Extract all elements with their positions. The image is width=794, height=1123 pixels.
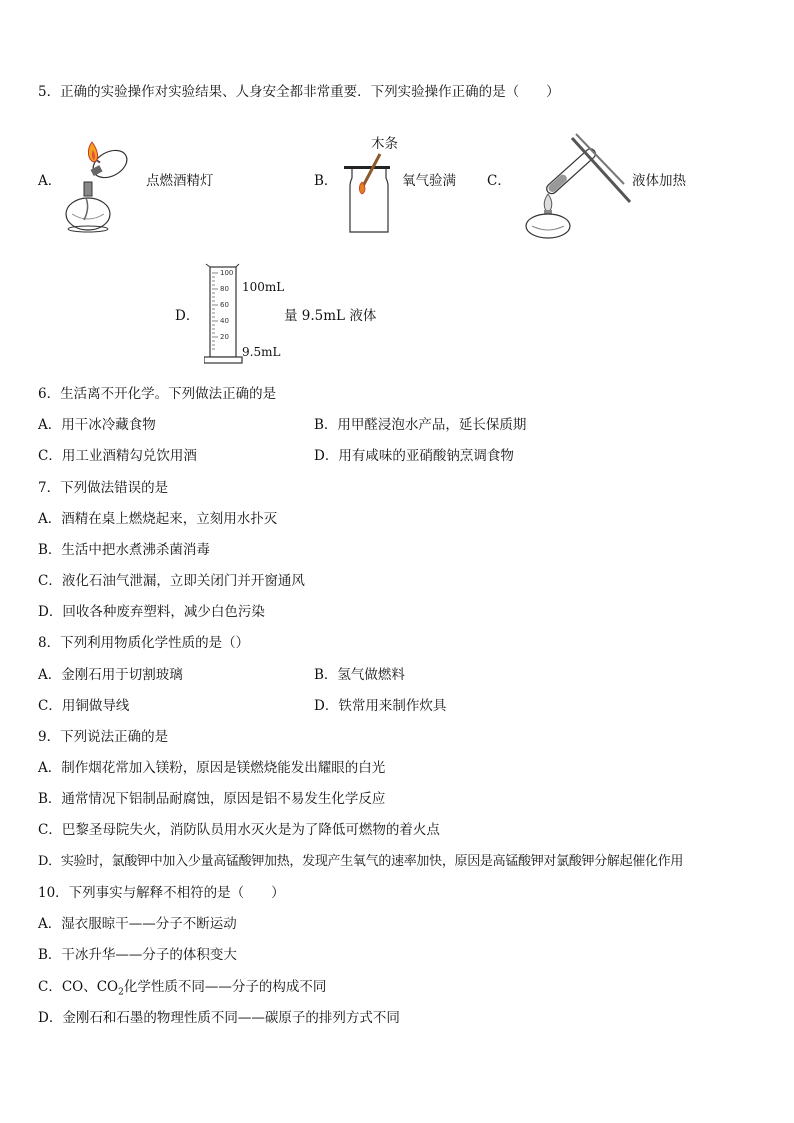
q8-option-c: C．用铜做导线 — [38, 698, 130, 714]
q6-option-d: D．用有咸味的亚硝酸钠烹调食物 — [314, 448, 514, 464]
question-5-stem: 5．正确的实验操作对实验结果、人身安全都非常重要．下列实验操作正确的是（ ） — [38, 84, 560, 100]
q9-option-c: C．巴黎圣母院失火，消防队员用水灭火是为了降低可燃物的着火点 — [38, 822, 440, 838]
q8-option-d: D．铁常用来制作炊具 — [314, 698, 447, 714]
q9-option-b: B．通常情况下铝制品耐腐蚀，原因是铝不易发生化学反应 — [38, 791, 386, 807]
cyl-tick-40: 40 — [220, 317, 229, 325]
q5-option-b-top-caption: 木条 — [371, 136, 398, 152]
q10-option-c-prefix: C．CO、CO — [38, 979, 119, 995]
q10-option-c-subscript: 2 — [118, 987, 124, 998]
q10-option-a: A．湿衣服晾干——分子不断运动 — [38, 916, 237, 932]
lamp-lighting-figure — [64, 132, 150, 236]
oxygen-bottle-figure — [340, 152, 396, 236]
q5-option-c-label: C． — [487, 173, 511, 189]
q5-option-d-label: D． — [175, 308, 200, 324]
q7-option-a: A．酒精在桌上燃烧起来，立刻用水扑灭 — [38, 511, 278, 527]
q5-option-b-label: B． — [314, 173, 338, 189]
q9-option-d: D．实验时，氯酸钾中加入少量高锰酸钾加热，发现产生氧气的速率加快，原因是高锰酸钾对氯酸钾分解起催化作用 — [38, 854, 684, 869]
q10-option-d: D．金刚石和石墨的物理性质不同——碳原子的排列方式不同 — [38, 1010, 400, 1026]
cyl-tick-60: 60 — [220, 301, 229, 309]
q8-option-a: A．金刚石用于切割玻璃 — [38, 667, 183, 683]
cyl-tick-80: 80 — [220, 285, 229, 293]
q5-option-d-caption: 量 9.5mL 液体 — [284, 308, 377, 324]
q10-option-c — [38, 978, 326, 1002]
graduated-cylinder-figure — [204, 263, 244, 367]
q9-option-a: A．制作烟花常加入镁粉，原因是镁燃烧能发出耀眼的白光 — [38, 760, 386, 776]
test-tube-heating-figure — [514, 122, 634, 242]
q5-option-d-bottom-label: 9.5mL — [242, 345, 281, 359]
q7-option-d: D．回收各种废弃塑料，减少白色污染 — [38, 604, 265, 620]
question-6-stem: 6．生活离不开化学。下列做法正确的是 — [38, 386, 277, 402]
q8-option-b: B．氢气做燃料 — [314, 667, 405, 683]
q6-option-b: B．用甲醛浸泡水产品，延长保质期 — [314, 417, 527, 433]
q5-option-a-label: A． — [38, 173, 62, 189]
q6-option-a: A．用干冰冷藏食物 — [38, 417, 156, 433]
cyl-tick-20: 20 — [220, 333, 229, 341]
q7-option-b: B．生活中把水煮沸杀菌消毒 — [38, 542, 210, 558]
cyl-tick-100: 100 — [220, 269, 234, 277]
q5-option-d-top-label: 100mL — [242, 280, 285, 294]
q10-option-c-suffix: 化学性质不同——分子的构成不同 — [123, 979, 327, 995]
q5-option-b-caption: 氧气验满 — [402, 173, 456, 189]
q5-option-c-caption: 液体加热 — [632, 173, 686, 189]
question-10-stem: 10．下列事实与解释不相符的是（ ） — [38, 885, 285, 901]
question-9-stem: 9．下列说法正确的是 — [38, 729, 169, 745]
question-8-stem: 8．下列利用物质化学性质的是（） — [38, 635, 250, 651]
question-7-stem: 7．下列做法错误的是 — [38, 480, 169, 496]
q6-option-c: C．用工业酒精勾兑饮用酒 — [38, 448, 197, 464]
q5-option-a-caption: 点燃酒精灯 — [146, 173, 214, 189]
q7-option-c: C．液化石油气泄漏，立即关闭门并开窗通风 — [38, 573, 305, 589]
q10-option-b: B．干冰升华——分子的体积变大 — [38, 947, 237, 963]
